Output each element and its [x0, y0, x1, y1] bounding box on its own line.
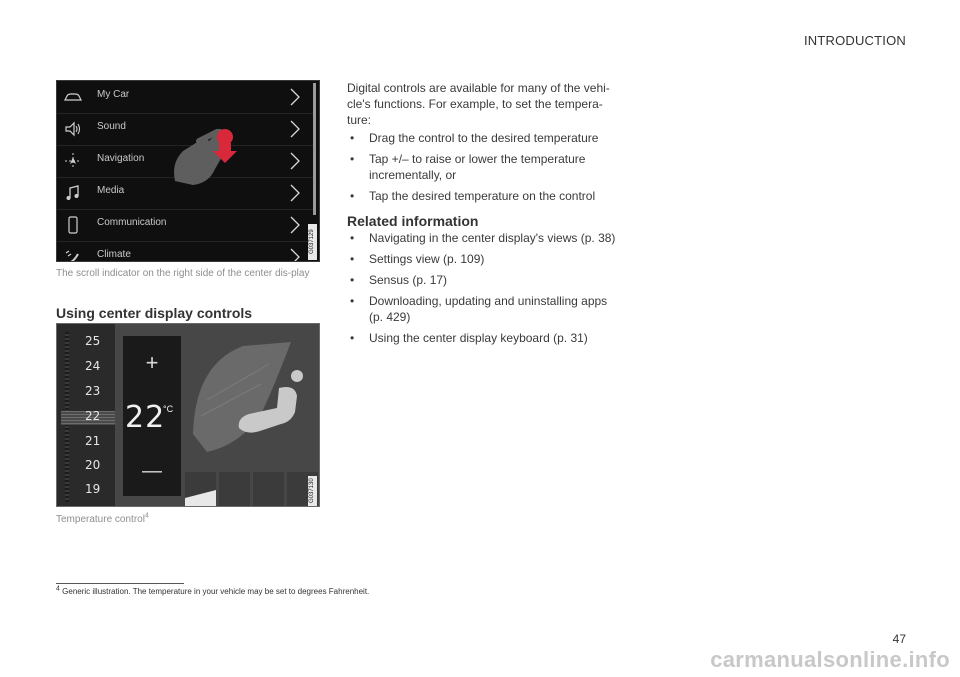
- scroll-down-arrow-icon: [209, 127, 241, 165]
- section-header: INTRODUCTION: [803, 33, 906, 48]
- caption-text: Temperature control: [56, 514, 145, 525]
- chevron-right-icon: [289, 119, 301, 139]
- section-heading: Using center display controls: [56, 305, 253, 321]
- link-text[interactable]: Sensus (p. 17): [369, 273, 448, 287]
- menu-item-label: Media: [97, 185, 125, 196]
- chevron-right-icon: [289, 87, 301, 107]
- scale-tick[interactable]: 21: [85, 434, 101, 448]
- figure-caption: The scroll indicator on the right side of the center dis-play: [56, 268, 310, 279]
- temperature-control-figure: [56, 323, 320, 507]
- scale-tick[interactable]: 23: [85, 384, 101, 398]
- related-link[interactable]: • Downloading, updating and uninstalling apps (p. 429): [350, 294, 608, 324]
- related-link[interactable]: • Sensus (p. 17): [350, 273, 448, 287]
- footnote-ref[interactable]: 4: [144, 512, 149, 520]
- climate-icon: [63, 247, 83, 262]
- scale-tick[interactable]: 24: [85, 359, 101, 373]
- list-item-text: Tap +/– to raise or lower the temperature incrementally, or: [369, 152, 586, 182]
- scroll-indicator[interactable]: [313, 83, 316, 215]
- related-link[interactable]: • Using the center display keyboard (p. 31): [350, 331, 588, 345]
- figure-caption: [56, 513, 149, 526]
- figure-code: G037129: [308, 224, 317, 260]
- temperature-unit: °C: [163, 404, 174, 414]
- menu-screen-figure: [56, 80, 320, 262]
- footnote-divider: [56, 583, 184, 584]
- chevron-right-icon: [289, 247, 301, 262]
- seat-heat-levels[interactable]: [185, 472, 319, 506]
- related-links-list: [347, 230, 617, 351]
- menu-item-label: My Car: [97, 89, 130, 100]
- related-link[interactable]: • Settings view (p. 109): [350, 252, 485, 266]
- temperature-value: 22: [125, 400, 166, 435]
- temperature-panel: [123, 336, 181, 496]
- music-note-icon: [63, 183, 83, 203]
- link-text[interactable]: Using the center display keyboard (p. 31): [369, 331, 588, 345]
- level-cell: [253, 472, 284, 506]
- footnote: [56, 587, 369, 596]
- list-item: • Tap +/– to raise or lower the temperature incrementally, or: [350, 152, 586, 182]
- speaker-icon: [63, 119, 83, 139]
- instruction-list: [347, 130, 617, 209]
- chevron-right-icon: [289, 215, 301, 235]
- increase-temperature-button[interactable]: +: [145, 350, 159, 375]
- menu-item-label: Communication: [97, 217, 167, 228]
- footnote-number: 4: [56, 585, 60, 593]
- scale-tick[interactable]: 20: [85, 458, 101, 472]
- navigation-icon: [63, 151, 83, 171]
- list-item-text: Drag the control to the desired temperature: [369, 131, 599, 145]
- menu-item-label: Climate: [97, 249, 131, 260]
- level-cell: [219, 472, 250, 506]
- link-text[interactable]: Downloading, updating and uninstalling apps (p. 429): [369, 294, 608, 324]
- seat-illustration: [183, 324, 320, 470]
- scale-tick-selected[interactable]: 22: [85, 409, 101, 423]
- list-item: • Tap the desired temperature on the control: [350, 189, 596, 203]
- menu-item-communication[interactable]: [57, 209, 315, 242]
- figure-code: G037130: [308, 476, 317, 506]
- watermark: carmanualsonline.info: [710, 647, 950, 672]
- menu-item-label: Navigation: [97, 153, 145, 164]
- chevron-right-icon: [289, 151, 301, 171]
- scale-tick[interactable]: 25: [85, 334, 101, 348]
- car-icon: [63, 87, 83, 107]
- intro-paragraph: Digital controls are available for many of the vehi-cle's functions. For example, to set the tempera-ture:: [347, 81, 610, 127]
- link-text[interactable]: Settings view (p. 109): [369, 252, 485, 266]
- phone-icon: [63, 215, 83, 235]
- list-item-text: Tap the desired temperature on the control: [369, 189, 596, 203]
- related-information-heading: Related information: [347, 213, 479, 229]
- page-number: 47: [892, 632, 906, 646]
- footnote-text: Generic illustration. The temperature in your vehicle may be set to degrees Fahrenheit.: [62, 587, 370, 596]
- decrease-temperature-button[interactable]: —: [142, 460, 162, 482]
- temperature-scale[interactable]: [57, 324, 115, 507]
- menu-item-climate[interactable]: [57, 241, 315, 262]
- link-text[interactable]: Navigating in the center display's views (p. 38): [369, 231, 616, 245]
- menu-item-my-car[interactable]: [57, 81, 315, 114]
- list-item: • Drag the control to the desired temperature: [350, 131, 599, 145]
- scale-tick[interactable]: 19: [85, 482, 101, 496]
- chevron-right-icon: [289, 183, 301, 203]
- related-link[interactable]: • Navigating in the center display's views (p. 38): [350, 231, 616, 245]
- level-cell: [185, 472, 216, 506]
- menu-item-label: Sound: [97, 121, 126, 132]
